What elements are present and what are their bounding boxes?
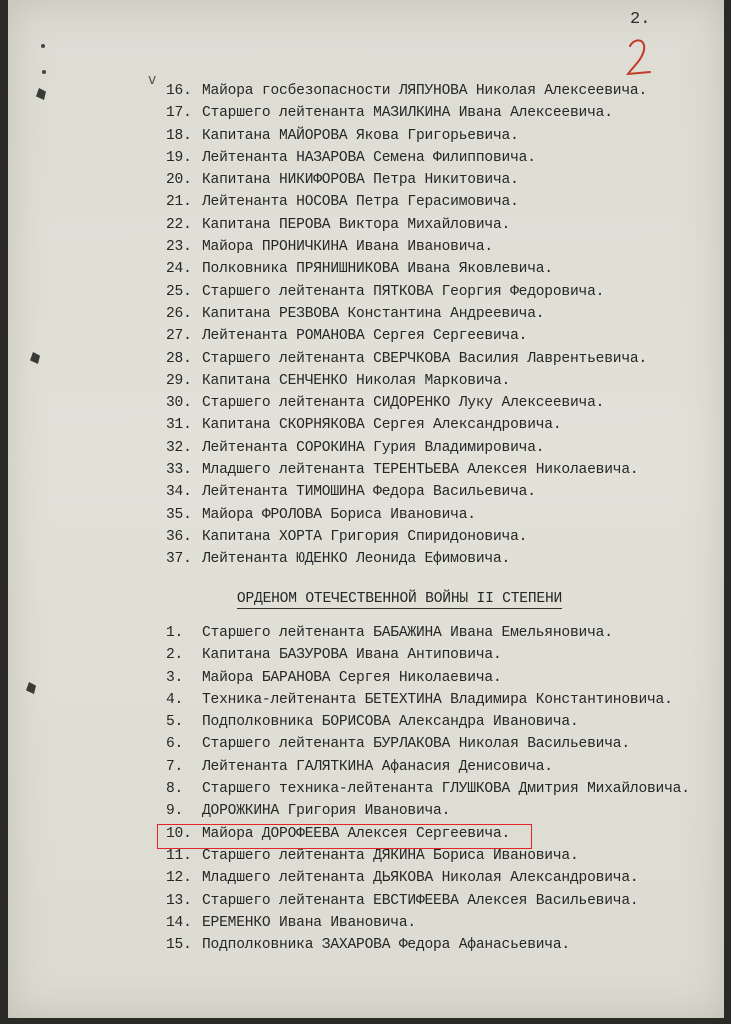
item-number: 26.	[166, 305, 192, 322]
list-item	[166, 481, 647, 503]
item-number: 36.	[166, 528, 192, 545]
list-item	[166, 125, 647, 147]
item-text: Майора госбезопасности ЛЯПУНОВА Николая Алексеевича.	[202, 83, 647, 99]
item-number: 17.	[166, 105, 192, 122]
item-number: 23.	[166, 239, 192, 256]
list-item	[166, 689, 690, 711]
item-number: 20.	[166, 172, 192, 189]
item-text: Капитана НИКИФОРОВА Петра Никитовича.	[202, 172, 519, 189]
item-text: Лейтенанта ТИМОШИНА Федора Васильевича.	[202, 484, 536, 501]
item-text: Старшего лейтенанта ЕВСТИФЕЕВА Алексея Васильевича.	[202, 892, 639, 909]
award-list-first	[166, 80, 647, 571]
item-number: 34.	[166, 484, 192, 501]
item-number: 10.	[166, 825, 192, 842]
list-item	[166, 370, 647, 392]
list-item	[166, 281, 647, 303]
item-number: 2.	[166, 647, 184, 664]
item-text: Капитана ХОРТА Григория Спиридоновича.	[202, 528, 528, 545]
item-text: Лейтенанта СОРОКИНА Гурия Владимировича.	[202, 439, 545, 456]
item-text: Подполковника ЗАХАРОВА Федора Афанасьевича.	[202, 937, 570, 954]
list-item	[166, 102, 647, 124]
list-item	[166, 236, 647, 258]
punch-hole	[36, 88, 46, 100]
list-item	[166, 392, 647, 414]
list-item	[166, 622, 690, 644]
item-number: 37.	[166, 551, 192, 568]
item-number: 12.	[166, 870, 192, 887]
list-item	[166, 214, 647, 236]
list-item	[166, 890, 690, 912]
document-page	[8, 0, 724, 1018]
item-text: Капитана СКОРНЯКОВА Сергея Александровича.	[202, 417, 562, 434]
item-text: Капитана МАЙОРОВА Якова Григорьевича.	[202, 127, 519, 144]
list-item	[166, 867, 690, 889]
handwritten-page-mark	[620, 34, 660, 84]
item-number: 9.	[166, 803, 184, 820]
item-text: Майора ПРОНИЧКИНА Ивана Ивановича.	[202, 239, 493, 256]
list-item	[166, 437, 647, 459]
item-text: Капитана СЕНЧЕНКО Николая Марковича.	[202, 372, 511, 389]
item-text: Майора ФРОЛОВА Бориса Ивановича.	[202, 506, 476, 523]
paper-speck	[42, 70, 46, 74]
punch-hole	[30, 352, 40, 364]
item-number: 5.	[166, 714, 184, 731]
list-item	[166, 756, 690, 778]
item-text: Старшего лейтенанта СВЕРЧКОВА Василия Лаврентьевича.	[202, 350, 647, 367]
item-number: 27.	[166, 328, 192, 345]
item-number: 21.	[166, 194, 192, 211]
list-item	[166, 414, 647, 436]
item-text: Майора БАРАНОВА Сергея Николаевича.	[202, 669, 502, 686]
item-number: 33.	[166, 462, 192, 479]
check-mark: v	[148, 72, 157, 88]
item-number: 14.	[166, 914, 192, 931]
item-number: 30.	[166, 395, 192, 412]
item-number: 15.	[166, 937, 192, 954]
item-text: Техника-лейтенанта БЕТЕХТИНА Владимира Константиновича.	[202, 691, 673, 708]
list-item	[166, 258, 647, 280]
item-number: 18.	[166, 127, 192, 144]
item-number: 1.	[166, 625, 184, 641]
list-item	[166, 325, 647, 347]
section-heading-text: ОРДЕНОМ ОТЕЧЕСТВЕННОЙ ВОЙНЫ II СТЕПЕНИ	[236, 591, 563, 607]
item-number: 16.	[166, 83, 192, 99]
item-text: Старшего лейтенанта СИДОРЕНКО Луку Алексеевича.	[202, 395, 605, 412]
item-text: Младшего лейтенанта ТЕРЕНТЬЕВА Алексея Николаевича.	[202, 462, 639, 479]
item-text: Лейтенанта НОСОВА Петра Герасимовича.	[202, 194, 519, 211]
list-item	[166, 934, 690, 956]
list-item	[166, 667, 690, 689]
item-text: Лейтенанта ЮДЕНКО Леонида Ефимовича.	[202, 551, 511, 568]
item-number: 32.	[166, 439, 192, 456]
list-item	[166, 504, 647, 526]
item-number: 13.	[166, 892, 192, 909]
item-text: Старшего техника-лейтенанта ГЛУШКОВА Дмитрия Михайловича.	[202, 781, 690, 798]
list-item	[166, 526, 647, 548]
item-number: 35.	[166, 506, 192, 523]
item-text: Младшего лейтенанта ДЬЯКОВА Николая Александровича.	[202, 870, 639, 887]
item-text: Старшего лейтенанта МАЗИЛКИНА Ивана Алексеевича.	[202, 105, 613, 122]
item-text: Лейтенанта РОМАНОВА Сергея Сергеевича.	[202, 328, 528, 345]
item-text: Старшего лейтенанта БАБАЖИНА Ивана Емельяновича.	[202, 625, 613, 641]
item-text: Капитана БАЗУРОВА Ивана Антиповича.	[202, 647, 502, 664]
item-number: 31.	[166, 417, 192, 434]
list-item	[166, 348, 647, 370]
item-text: ЕРЕМЕНКО Ивана Ивановича.	[202, 914, 416, 931]
page-number: 2.	[630, 10, 651, 29]
list-item	[166, 644, 690, 666]
list-item	[166, 169, 647, 191]
list-item	[166, 548, 647, 570]
item-text: Старшего лейтенанта ДЯКИНА Бориса Ивановича.	[202, 847, 579, 864]
item-text: Лейтенанта НАЗАРОВА Семена Филипповича.	[202, 149, 536, 166]
item-number: 24.	[166, 261, 192, 278]
item-text: Капитана ПЕРОВА Виктора Михайловича.	[202, 216, 511, 233]
item-number: 6.	[166, 736, 184, 753]
item-text: Полковника ПРЯНИШНИКОВА Ивана Яковлевича.	[202, 261, 553, 278]
item-text: Подполковника БОРИСОВА Александра Ивановича.	[202, 714, 579, 731]
item-number: 3.	[166, 669, 184, 686]
list-item	[166, 778, 690, 800]
item-number: 25.	[166, 283, 192, 300]
item-text: ДОРОЖКИНА Григория Ивановича.	[202, 803, 451, 820]
item-number: 19.	[166, 149, 192, 166]
item-number: 28.	[166, 350, 192, 367]
highlight-box	[157, 824, 532, 849]
section-heading	[8, 591, 731, 607]
item-text: Старшего лейтенанта БУРЛАКОВА Николая Васильевича.	[202, 736, 630, 753]
item-text: Старшего лейтенанта ПЯТКОВА Георгия Федоровича.	[202, 283, 605, 300]
list-item	[166, 711, 690, 733]
item-number: 8.	[166, 781, 184, 798]
list-item	[166, 733, 690, 755]
punch-hole	[26, 682, 36, 694]
list-item	[166, 191, 647, 213]
list-item	[166, 303, 647, 325]
item-text: Лейтенанта ГАЛЯТКИНА Афанасия Денисовича.	[202, 758, 553, 775]
list-item	[166, 147, 647, 169]
paper-speck	[41, 44, 45, 48]
item-number: 11.	[166, 847, 192, 864]
item-text: Капитана РЕЗВОВА Константина Андреевича.	[202, 305, 545, 322]
item-number: 4.	[166, 691, 184, 708]
item-number: 22.	[166, 216, 192, 233]
item-number: 7.	[166, 758, 184, 775]
list-item	[166, 912, 690, 934]
item-number: 29.	[166, 372, 192, 389]
list-item	[166, 459, 647, 481]
list-item	[166, 800, 690, 822]
item-text: Майора ДОРОФЕЕВА Алексея Сергеевича.	[202, 825, 511, 842]
list-item	[166, 80, 647, 102]
award-list-second	[166, 622, 690, 956]
